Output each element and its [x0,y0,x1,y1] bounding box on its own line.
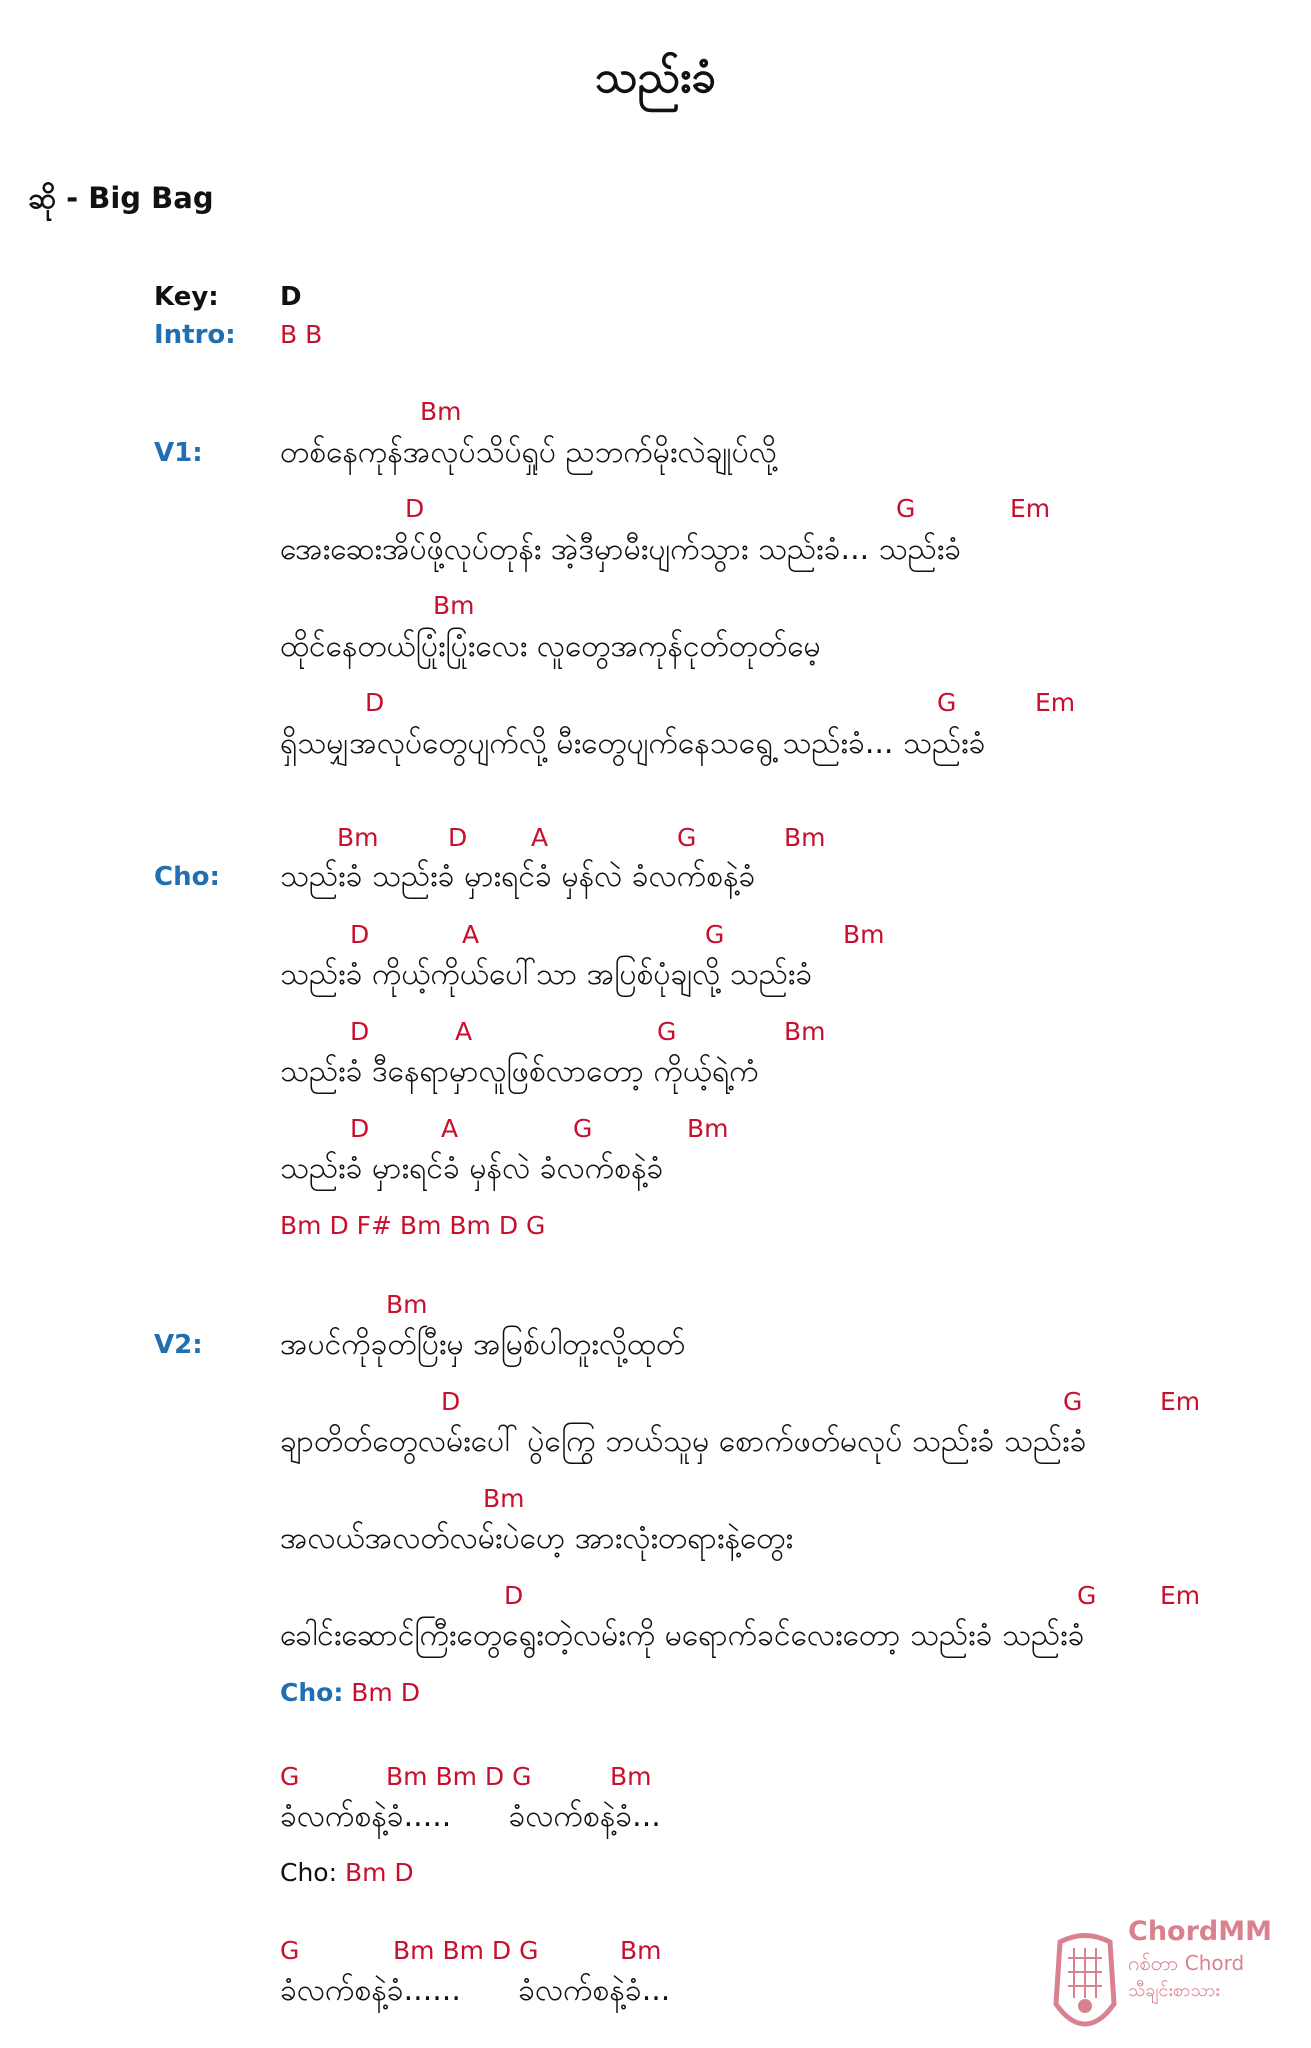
chord: G [573,1114,593,1143]
chord: G [1077,1581,1097,1610]
chord: D [448,823,468,852]
logo-subtitle: ဂစ်တာ Chord [1128,1951,1245,1975]
intro-label: Intro: [154,320,236,350]
chord: Bm [620,1936,662,1965]
chorus-reference [280,1678,420,1707]
chord: Bm [337,823,379,852]
chord: Em [1160,1581,1201,1610]
v2-label: V2: [154,1330,203,1360]
chord: D [504,1581,524,1610]
chord: A [531,823,549,852]
cho-ref-chords: Bm D [351,1678,420,1707]
chord: Bm Bm D G [386,1762,532,1791]
lyric-line: ခံလက်စနဲ့ခံ...... ခံလက်စနဲ့ခံ... [280,1973,671,2008]
lyric-line: အေးဆေးအိပ်ဖို့လုပ်တုန်း အဲ့ဒီမှာမီးပျက်သွား သည်းခံ... သည်းခံ [280,532,962,567]
chord: D [405,494,425,523]
lyric-line: အပင်ကိုခုတ်ပြီးမှ အမြစ်ပါတူးလို့ထုတ် [280,1327,686,1362]
guitar-chord-logo-icon [1030,1905,1130,2038]
chord: Bm [610,1762,652,1791]
cho-label: Cho: [154,862,220,892]
logo-subtitle-2: သီချင်းစာသား [1128,1980,1220,2001]
lyric-line: ထိုင်နေတယ်ပြုံးပြုံးလေး လူတွေအကုန်ငုတ်တုတ်မေ့ [280,629,821,664]
chord: G [705,920,725,949]
chord: Bm [784,823,826,852]
lyric-line: ချာတိတ်တွေလမ်းပေါ် ပွဲကြွေ ဘယ်သူမှ စောက်ဖတ်မလုပ် သည်းခံ သည်းခံ [280,1424,1087,1459]
chord: Em [1160,1387,1201,1416]
chord: A [441,1114,459,1143]
lyric-line: သည်းခံ ကိုယ့်ကိုယ်ပေါ်သာ အပြစ်ပုံချလို့ သည်းခံ [280,957,813,992]
chord: G [896,494,916,523]
key-label: Key: [154,282,219,312]
cho-ref-label: Cho: [280,1678,344,1707]
lyric-line: ခေါင်းဆောင်ကြီးတွေရွေးတဲ့လမ်းကို မရောက်ခင်လေးတော့ သည်းခံ သည်းခံ [280,1618,1085,1653]
chord: D [441,1387,461,1416]
chorus-reference [280,1858,414,1887]
chord: A [455,1017,473,1046]
lyric-line: သည်းခံ ဒီနေရာမှာလူဖြစ်လာတော့ ကိုယ့်ရဲ့ကံ [280,1054,759,1089]
cho-ref-label: Cho: [280,1858,338,1887]
chord: Bm [687,1114,729,1143]
chord: Bm [483,1484,525,1513]
chord: Em [1010,494,1051,523]
chord: G [937,688,957,717]
chord: Bm [843,920,885,949]
chord-progression: Bm D F# Bm Bm D G [280,1211,546,1240]
chord: Bm [386,1290,428,1319]
song-title: သည်းခံ [595,52,716,103]
lyric-line: အလယ်အလတ်လမ်းပဲဟေ့ အားလုံးတရားနဲ့တွေး [280,1521,794,1556]
key-value: D [280,282,302,312]
chord: G [280,1762,300,1791]
lyric-line: တစ်နေကုန်အလုပ်သိပ်ရှုပ် ညဘက်မိုးလဲချုပ်လို့ [280,435,777,470]
chord: Bm [420,397,462,426]
chord: Em [1035,688,1076,717]
lyric-line: ခံလက်စနဲ့ခံ..... ခံလက်စနဲ့ခံ... [280,1799,661,1834]
chord: D [365,688,385,717]
chord: G [677,823,697,852]
chord: Bm [784,1017,826,1046]
chord: G [657,1017,677,1046]
intro-chords: B B [280,320,323,349]
lyric-line: ရှိသမျှအလုပ်တွေပျက်လို့ မီးတွေပျက်နေသရွေ့ သည်းခံ... သည်းခံ [280,726,986,761]
lyric-line: သည်းခံ သည်းခံ မှားရင်ခံ မှန်လဲ ခံလက်စနဲ့ခံ [280,859,756,894]
chord: G [280,1936,300,1965]
chord: Bm [433,591,475,620]
logo-name: ChordMM [1128,1916,1272,1947]
chord: A [462,920,480,949]
singer-credit: ဆို - Big Bag [28,181,214,215]
chord: G [1063,1387,1083,1416]
chord: D [350,1114,370,1143]
chord: D [350,1017,370,1046]
chord: D [350,920,370,949]
v1-label: V1: [154,438,203,468]
cho-ref-chords: Bm D [344,1858,414,1887]
lyric-line: သည်းခံ မှားရင်ခံ မှန်လဲ ခံလက်စနဲ့ခံ [280,1151,664,1186]
chord: Bm Bm D G [393,1936,539,1965]
